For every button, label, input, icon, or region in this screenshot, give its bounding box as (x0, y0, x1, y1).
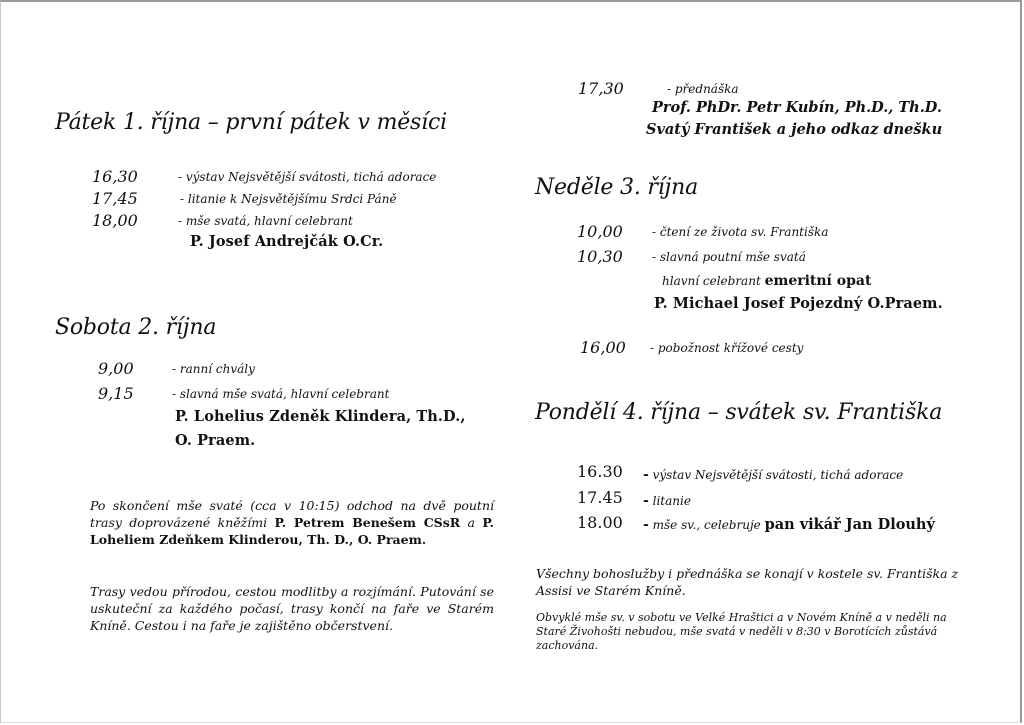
sunday-celebrant-line: hlavní celebrant emeritní opat (662, 273, 872, 289)
saturday-time-2: 9,15 (98, 384, 134, 403)
monday-time-1: 16.30 (577, 462, 623, 481)
friday-time-1: 16,30 (92, 167, 138, 186)
saturday-desc-2: - slavná mše svatá, hlavní celebrant (172, 387, 390, 401)
sunday-time-2: 10,30 (577, 247, 623, 266)
friday-heading: Pátek 1. října – první pátek v měsíci (55, 110, 447, 135)
lecture-topic: Svatý František a jeho odkaz dnešku (646, 121, 943, 138)
regular-masses-note: Obvyklé mše sv. v sobotu ve Velké Hraštici a v Novém Kníně a v neděli na Staré Živohošti nebudou, mše svatá v neděli v 8:30 v Borotících zůstává zachována. (536, 611, 947, 652)
monday-time-3: 18.00 (577, 513, 623, 532)
friday-desc-3: - mše svatá, hlavní celebrant (178, 214, 353, 228)
sunday-heading: Neděle 3. října (535, 175, 699, 200)
departure-paragraph: Po skončení mše svaté (cca v 10:15) odchod na dvě poutní trasy doprovázené kněžími P. Petrem Benešem CSsR a P. Loheliem Zdeňkem Klinderou, Th. D., O. Praem. (90, 498, 494, 547)
saturday-time-1: 9,00 (98, 359, 134, 378)
lecture-speaker: Prof. PhDr. Petr Kubín, Ph.D., Th.D. (652, 99, 942, 116)
venue-note: Všechny bohoslužby i přednáška se konají v kostele sv. Františka z Assisi ve Starém Kníně. (536, 566, 959, 598)
lecture-time: 17,30 (578, 79, 624, 98)
friday-desc-1: - výstav Nejsvětější svátosti, tichá adorace (178, 170, 437, 184)
saturday-celebrant-line1: P. Lohelius Zdeněk Klindera, Th.D., (175, 408, 466, 425)
monday-desc-2: - litanie (643, 493, 691, 509)
monday-desc-3: - mše sv., celebruje pan vikář Jan Dlouhý (643, 516, 935, 533)
saturday-desc-1: - ranní chvály (172, 362, 255, 376)
monday-time-2: 17.45 (577, 488, 623, 507)
lecture-desc: - přednáška (667, 82, 739, 96)
friday-time-3: 18,00 (92, 211, 138, 230)
sunday-desc-2: - slavná poutní mše svatá (652, 250, 806, 264)
saturday-celebrant-line2: O. Praem. (175, 432, 256, 449)
sunday-time-1: 10,00 (577, 222, 623, 241)
friday-desc-2: - litanie k Nejsvětějšímu Srdci Páně (180, 192, 397, 206)
sunday-desc-1: - čtení ze života sv. Františka (652, 225, 829, 239)
monday-heading: Pondělí 4. října – svátek sv. Františka (535, 400, 943, 425)
friday-celebrant: P. Josef Andrejčák O.Cr. (190, 233, 384, 250)
sunday-desc-3: - pobožnost křížové cesty (650, 341, 804, 355)
sunday-celebrant-name: P. Michael Josef Pojezdný O.Praem. (654, 295, 943, 312)
friday-time-2: 17,45 (92, 189, 138, 208)
monday-desc-1: - výstav Nejsvětější svátosti, tichá adorace (643, 467, 904, 483)
sunday-time-3: 16,00 (580, 338, 626, 357)
saturday-heading: Sobota 2. října (55, 315, 217, 340)
routes-paragraph: Trasy vedou přírodou, cestou modlitby a rozjímání. Putování se uskuteční za každého počasí, trasy končí na faře ve Starém Kníně. Cestou i na faře je zajištěno občerstvení. (90, 584, 494, 633)
